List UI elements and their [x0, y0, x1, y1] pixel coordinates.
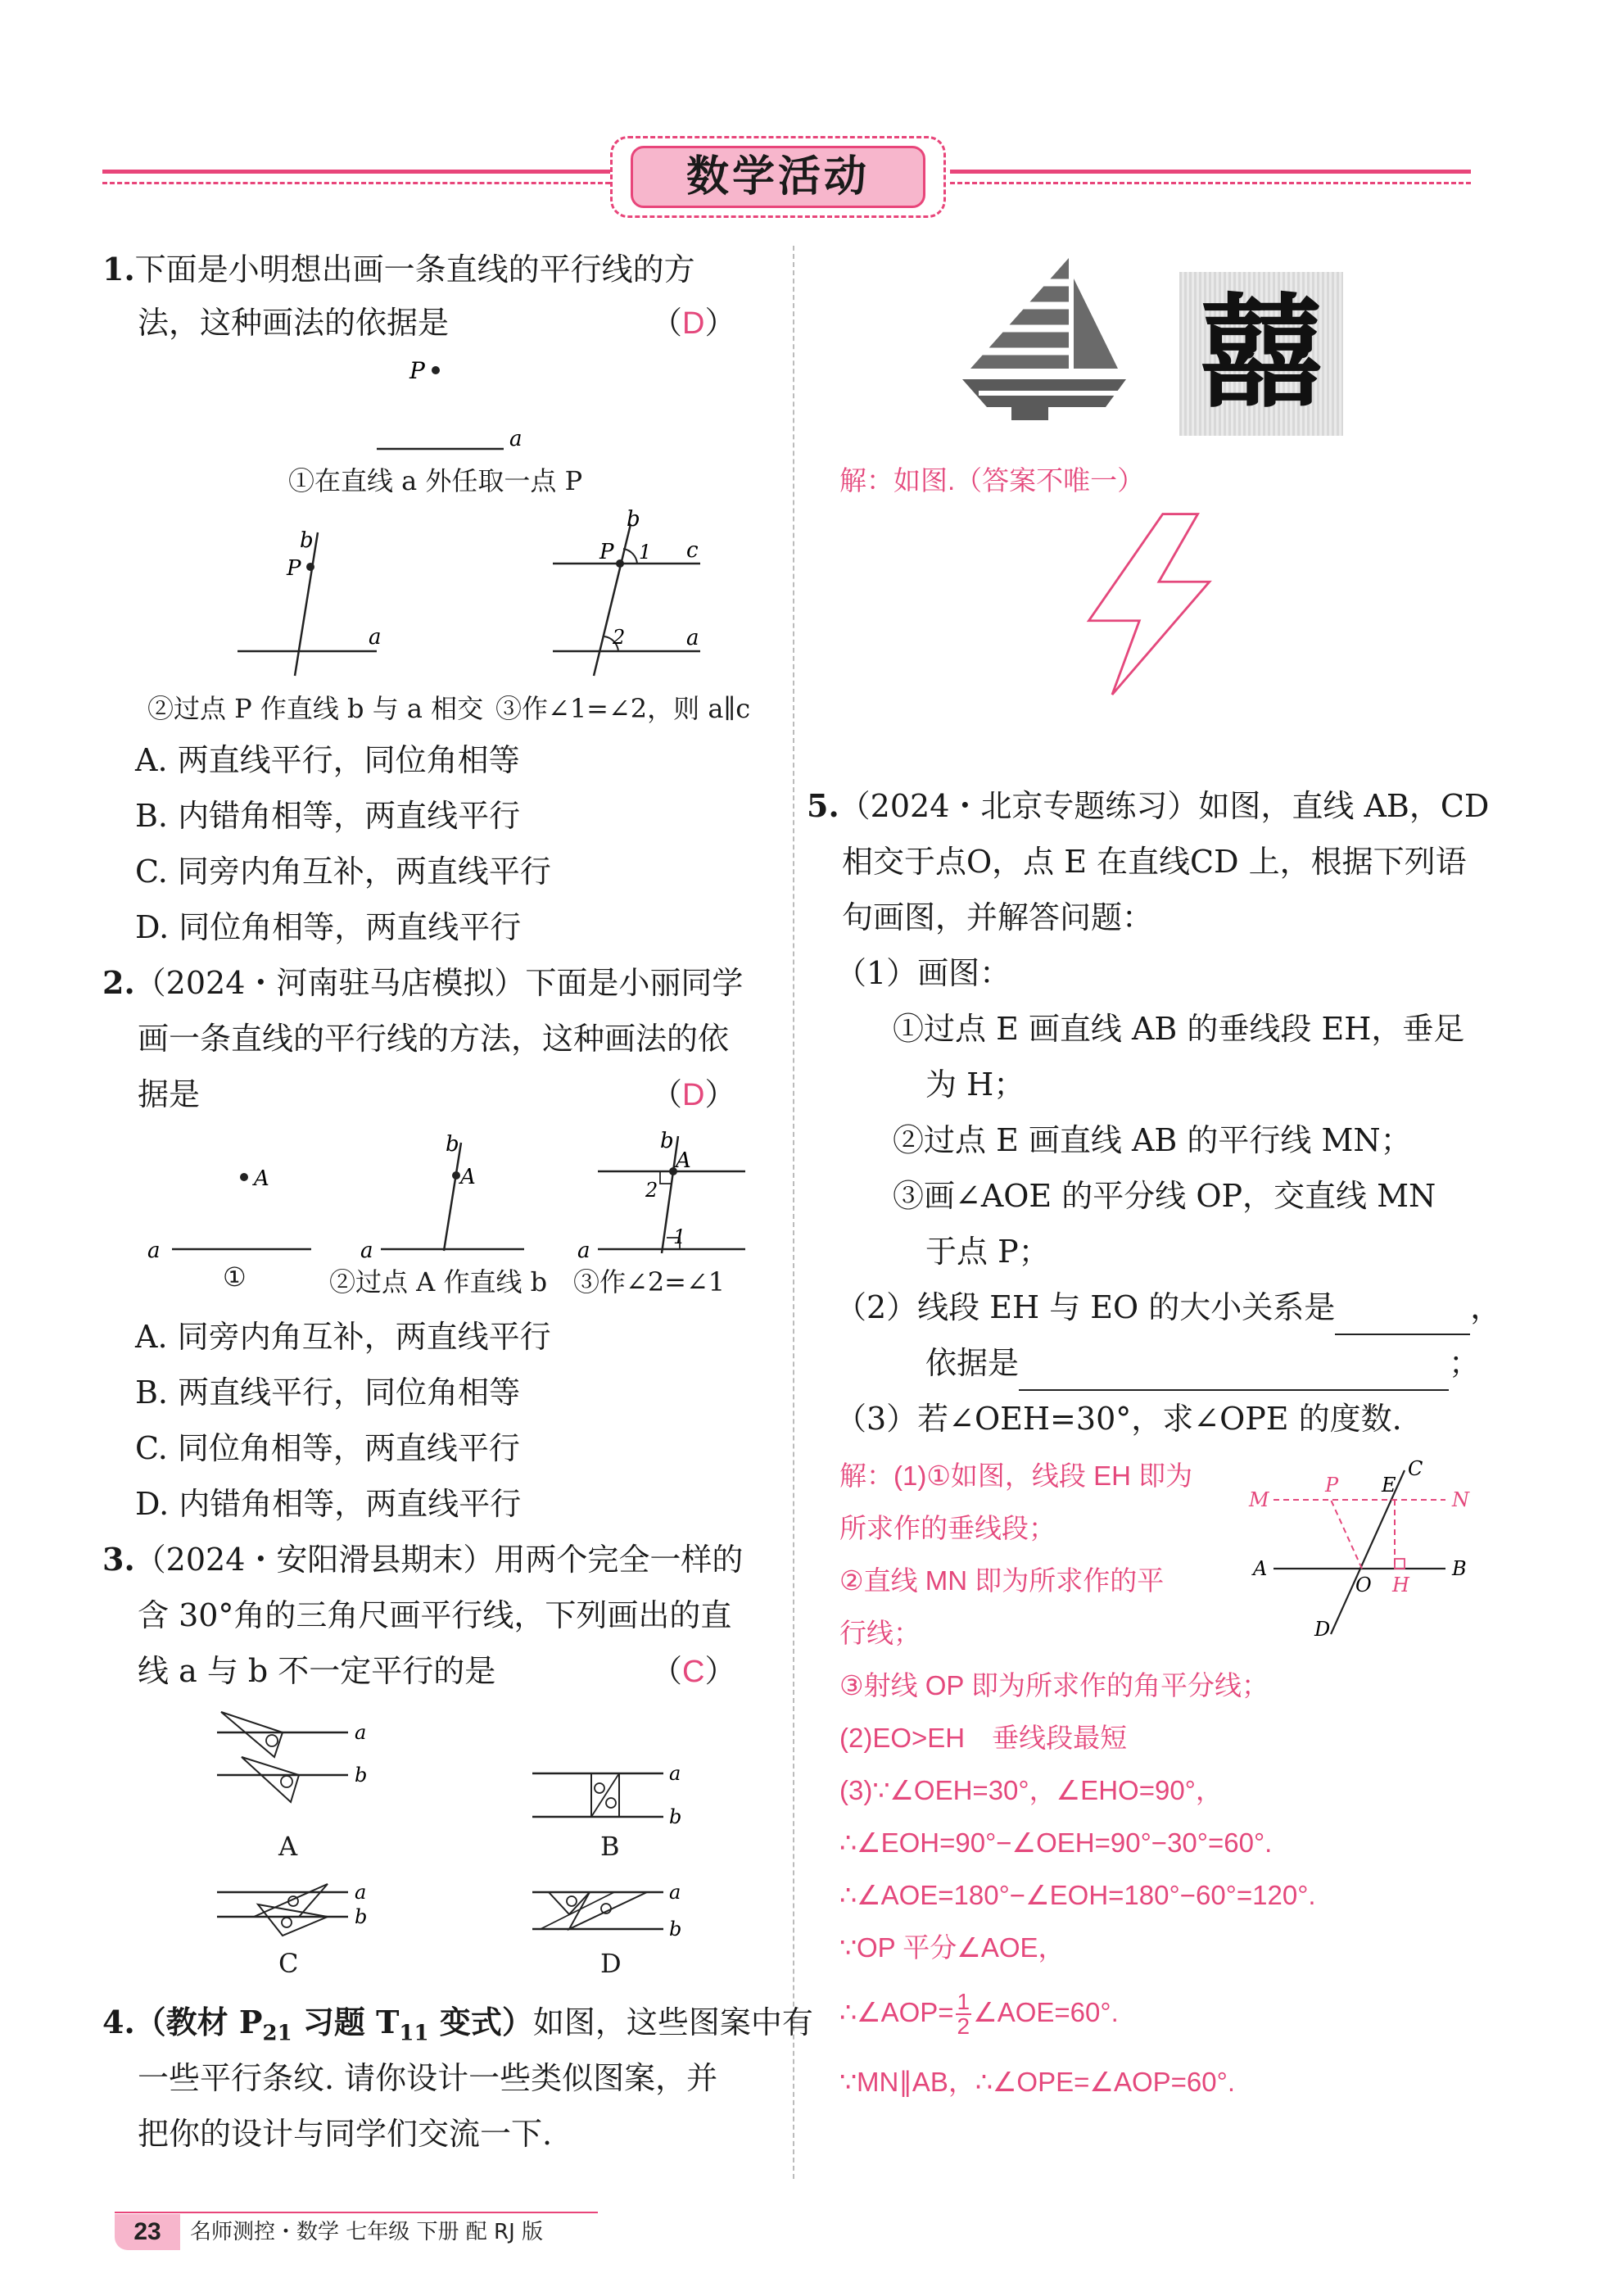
q4-solution: 解：如图.（答案不唯一） [839, 465, 1145, 496]
q5-label-D: D [1314, 1618, 1331, 1641]
q3-stem-line3: 线 a 与 b 不一定平行的是 [138, 1653, 496, 1689]
q2-answer-value: D [682, 1078, 705, 1112]
q5-ray-OP [1331, 1500, 1362, 1569]
q2-fig3-label-A: A [676, 1148, 691, 1173]
q5-sol-line1: 解：(1)①如图，线段 EH 即为 [839, 1460, 1193, 1491]
q2-fig3-label-1: 1 [673, 1225, 686, 1248]
header-rule-left-dashed [102, 182, 610, 184]
q5-label-C: C [1408, 1457, 1423, 1480]
q2-caption-2: ②过点 A 作直线 b [329, 1266, 548, 1297]
footer-rule [115, 2212, 598, 2213]
q5-stem-line2: 相交于点O，点 E 在直线CD 上，根据下列语 [842, 844, 1467, 880]
q1-point-P [432, 366, 440, 374]
q1-fig2-line-b [295, 532, 318, 676]
q2-fig2-label-A: A [460, 1165, 476, 1189]
page-title: 数学活动 [685, 152, 870, 202]
q5-sol-line4: 行线； [839, 1618, 921, 1648]
q1-option-D: D. 同位角相等，两直线平行 [135, 909, 522, 945]
q2-option-A: A. 同旁内角互补，两直线平行 [135, 1319, 551, 1355]
q5-label-E: E [1382, 1474, 1396, 1497]
q2-caption-1: ① [223, 1261, 247, 1293]
q5-sol-line12: ∵MN∥AB，∴∠OPE=∠AOP=60°. [839, 2067, 1235, 2097]
q5-blank-1[interactable] [1335, 1296, 1470, 1335]
header-title-box [631, 146, 925, 208]
q1-label-a: a [509, 427, 523, 451]
q1-fig3-label-b: b [627, 507, 640, 532]
q3-stem-line2: 含 30°角的三角尺画平行线，下列画出的直 [138, 1597, 732, 1633]
q5-label-O: O [1355, 1574, 1372, 1596]
q2-fig3-label-2: 2 [645, 1179, 658, 1202]
q1-caption-2: ②过点 P 作直线 b 与 a 相交 [147, 693, 484, 724]
q4-stem-line1: 4.（教材 $P_{21}$ 习题 $T_{11}$ 变式）如图，这些图案中有 [102, 2004, 813, 2046]
footer-page-number: 23 [133, 2218, 161, 2245]
q5-sol-line7: (3)∵∠OEH=30°，∠EHO=90°， [839, 1775, 1223, 1805]
q4-sailboat-image [962, 250, 1134, 422]
q5-label-M: M [1249, 1488, 1269, 1511]
q1-stem-line1: 1.下面是小明想出画一条直线的平行线的方 [102, 251, 695, 288]
q5-part3: （3）若∠OEH=30°，求∠OPE 的度数. [835, 1401, 1402, 1437]
column-divider [793, 246, 794, 2179]
q3-fig-D [532, 1881, 681, 1941]
q3-fig-C-label-b: b [355, 1905, 368, 1928]
q1-fig2-label-a: a [369, 625, 382, 650]
q3-label-C: C [278, 1948, 299, 1979]
q5-part1a-line1: ①过点 E 画直线 AB 的垂线段 EH，垂足 [893, 1011, 1465, 1047]
q2-option-D: D. 内错角相等，两直线平行 [135, 1486, 522, 1522]
q3-fig-A-label-a: a [355, 1721, 367, 1744]
q5-blank-2[interactable] [1019, 1352, 1449, 1391]
q4-lightning-drawing [1081, 508, 1228, 713]
q1-fig3-label-a: a [686, 626, 699, 650]
q5-right-angle-mark [1395, 1559, 1405, 1569]
q1-option-C: C. 同旁内角互补，两直线平行 [135, 854, 551, 890]
q2-fig2-point-A [452, 1171, 460, 1180]
q5-part1: （1）画图： [835, 955, 1011, 991]
header-rule-right [950, 170, 1471, 174]
q2-option-C: C. 同位角相等，两直线平行 [135, 1430, 520, 1466]
q1-fig2-label-b: b [300, 528, 314, 553]
q2-fig3-label-a: a [577, 1239, 590, 1263]
q2-stem-line2: 画一条直线的平行线的方法，这种画法的依 [138, 1021, 730, 1057]
q4-xi-glyph: 囍 [1199, 283, 1323, 425]
q4-stem-line3: 把你的设计与同学们交流一下. [138, 2116, 553, 2152]
q3-fig-B-label-b: b [669, 1805, 682, 1828]
q2-answer: （D） [651, 1076, 736, 1112]
q5-sol-line9: ∴∠AOE=180°−∠EOH=180°−60°=120°. [839, 1880, 1316, 1910]
q5-label-P: P [1325, 1474, 1339, 1497]
q5-part1c-line2: 于点 P； [925, 1234, 1050, 1270]
q1-fig2-label-P: P [287, 556, 301, 581]
q2-point-A [240, 1173, 248, 1181]
q3-answer-value: C [682, 1655, 705, 1689]
q1-figure [213, 352, 786, 745]
q1-fig3-label-1: 1 [639, 541, 652, 564]
q5-sol-line10: ∵OP 平分∠AOE， [839, 1932, 1065, 1963]
q1-fig3-label-c: c [686, 538, 699, 563]
q2-figure [139, 1126, 778, 1274]
q1-answer: （D） [651, 305, 736, 341]
footer-page-badge [115, 2214, 180, 2250]
q2-caption-3: ③作∠2=∠1 [573, 1266, 726, 1297]
q2-label-a: a [147, 1239, 161, 1263]
header-rule-right-dashed [950, 182, 1471, 184]
q3-fig-C-label-a: a [355, 1881, 367, 1904]
q2-fig2-label-a: a [360, 1239, 373, 1263]
q5-stem-line1: 5.（2024・北京专题练习）如图，直线 AB，CD [807, 787, 1490, 824]
q5-label-B: B [1452, 1557, 1467, 1580]
footer-text: 名师测控・数学 七年级 下册 配 RJ 版 [190, 2220, 544, 2244]
q3-fig-C [217, 1881, 367, 1936]
q1-fig2-point-P [306, 563, 314, 571]
q5-part1b: ②过点 E 画直线 AB 的平行线 MN； [893, 1122, 1412, 1158]
q3-label-A: A [278, 1831, 298, 1862]
q5-sol-line11: ∴∠AOP= $\frac{1}{2}$ ∠AOE=60°. [839, 1989, 1119, 2040]
q2-option-B: B. 两直线平行，同位角相等 [135, 1374, 521, 1411]
q2-stem-line3: 据是 [138, 1076, 201, 1112]
q1-fig3-angle1-arc [623, 549, 637, 564]
q2-fig2-label-b: b [446, 1132, 459, 1157]
q1-fig3-point-P [616, 559, 624, 568]
q5-figure [1241, 1454, 1478, 1642]
q1-answer-value: D [682, 306, 705, 341]
q5-label-N: N [1452, 1488, 1469, 1511]
q1-option-A: A. 两直线平行，同位角相等 [135, 742, 520, 778]
q5-part1c-line1: ③画∠AOE 的平分线 OP，交直线 MN [893, 1178, 1436, 1214]
q1-label-P: P [409, 357, 425, 384]
q5-label-H: H [1392, 1574, 1409, 1596]
header-rule-left [102, 170, 610, 174]
q1-fig3-label-2: 2 [613, 626, 626, 649]
q3-answer: （C） [651, 1653, 736, 1689]
q3-fig-B-label-a: a [669, 1762, 681, 1785]
q2-fig2-line-b [444, 1143, 461, 1251]
q4-stem-line2: 一些平行条纹. 请你设计一些类似图案，并 [138, 2060, 718, 2096]
q1-fig3-label-P: P [599, 540, 614, 564]
q4-xi-image [1179, 272, 1343, 436]
q1-option-B: B. 内错角相等，两直线平行 [135, 798, 521, 834]
q5-sol-line3: ②直线 MN 即为所求作的平 [839, 1565, 1165, 1596]
q2-label-A: A [254, 1166, 269, 1191]
q5-sol-line2: 所求作的垂线段； [839, 1513, 1056, 1543]
q2-fig3-label-b: b [660, 1129, 674, 1153]
q2-stem-line1: 2.（2024・河南驻马店模拟）下面是小丽同学 [102, 964, 744, 1001]
q5-part1a-line2: 为 H； [925, 1066, 1025, 1103]
q3-stem-line1: 3.（2024・安阳滑县期末）用两个完全一样的 [102, 1541, 744, 1578]
q5-part2a: （2）线段 EH 与 EO 的大小关系是 ， [835, 1279, 1501, 1335]
q3-label-D: D [600, 1948, 622, 1979]
q3-fig-A [217, 1712, 367, 1802]
q3-fig-A-label-b: b [355, 1764, 368, 1787]
q5-part2b: 依据是 ； [925, 1335, 1480, 1391]
q1-caption-3: ③作∠1=∠2，则 a∥c [495, 693, 751, 724]
q3-fig-D-label-b: b [669, 1918, 682, 1941]
q1-stem-line2: 法，这种画法的依据是 [138, 305, 450, 341]
q5-sol-line5: ③射线 OP 即为所求作的角平分线； [839, 1670, 1269, 1700]
q5-sol-line6: (2)EO>EH 垂线段最短 [839, 1723, 1128, 1753]
q5-sol-line8: ∴∠EOH=90°−∠OEH=90°−30°=60°. [839, 1827, 1273, 1858]
q5-label-A: A [1253, 1557, 1268, 1580]
q1-caption-1: ①在直线 a 外任取一点 P [288, 465, 583, 496]
q3-fig-D-label-a: a [669, 1881, 681, 1904]
q3-label-B: B [600, 1831, 620, 1862]
q3-fig-B [532, 1762, 681, 1828]
q5-sol-fraction: $\frac{1}{2}$ [957, 1989, 970, 2040]
q5-stem-line3: 句画图，并解答问题： [842, 899, 1154, 935]
